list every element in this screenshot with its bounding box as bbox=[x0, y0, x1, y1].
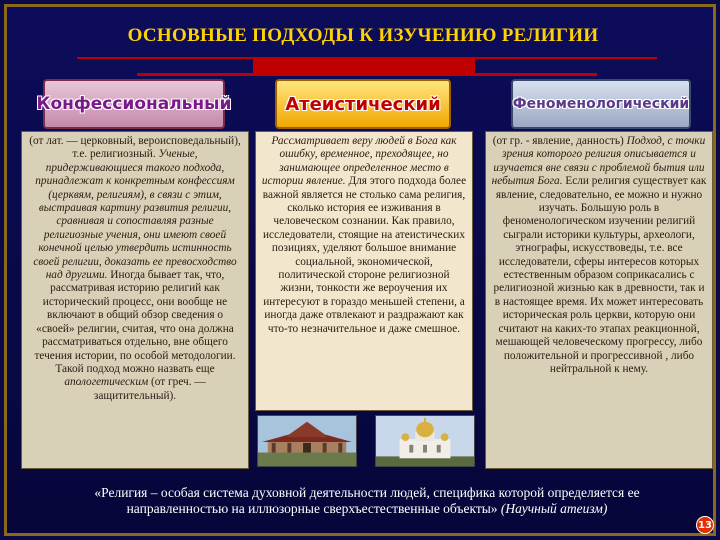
quote-source: (Научный атеизм) bbox=[500, 500, 608, 516]
page-number-badge: 13 bbox=[696, 516, 714, 534]
connector-line bbox=[137, 73, 597, 76]
column-confessional bbox=[21, 131, 249, 469]
col1-italic2: апологетическим bbox=[64, 376, 149, 389]
col1-plain: (от лат. — церковный, вероисповедальный), т.е. религиозный. bbox=[29, 135, 241, 161]
header-confessional bbox=[36, 79, 232, 129]
slide-frame bbox=[4, 4, 716, 536]
header-atheistic bbox=[275, 79, 451, 129]
col2-italic: Рассматривает веру людей в Бога как ошибку, временное, преходящее, но занимающее определенное место в истории явление. bbox=[261, 135, 457, 188]
col3-plain2: Если религия существует как явление, следовательно, ее можно и нужно изучать. Большую роль в феноменологическом изучении религий сыграли историки культуры, археологи, этнографы, искусствоведы, т.е. все исследователи, сферы интересов которых естественным образом соприкасались с религиозной жизнью как в древности, так и в настоящее время. Их может интересовать историческая роль церкви, которую они считают на каких-то этапах реакционной, мешающей человеческому прогрессу, либо положительной и прогрессивной , либо нейтральной к нему. bbox=[493, 175, 707, 375]
header-atheistic-label: Атеистический bbox=[285, 93, 441, 115]
connector-block bbox=[253, 57, 475, 73]
header-phenomenological bbox=[511, 79, 691, 129]
col1-plain2: Иногда бывает так, что, рассматривая историю религий как исторический процесс, они вообще не включают в общий обзор сведения о «своей» религии, считая, что она должна рассматриваться отдельно, вне общего течения истории, по особой методологии. Такой подход можно назвать еще bbox=[34, 269, 236, 375]
col3-plain: (от гр. - явление, данность) bbox=[492, 135, 624, 147]
quote-text: «Религия – особая система духовной деятельности людей, специфика которой определяется ее направленностью на иллюзорные сверхъестественные объекты» bbox=[94, 485, 640, 516]
header-confessional-label: Конфессиональный bbox=[36, 94, 232, 114]
col1-italic: Ученые, придерживающиеся такого подхода, принадлежат к конкретным конфессиям (церквям, религиям), в связи с этим, выстраивая картину развития религии, сравнивая и сопоставляя разные религиозные учения, они имеют своей конечной целью утвердить истинность своей религии, доказать ее превосходство над другими. bbox=[33, 148, 237, 282]
column-phenomenological bbox=[485, 131, 713, 469]
col1-plain3: (от греч. — защитительный). bbox=[93, 376, 206, 402]
temple-photo bbox=[257, 415, 357, 467]
quote-block bbox=[47, 485, 687, 516]
col3-italic: Подход, с точки зрения которого религия описывается и изучается вне связи с проблемой бытия или небытия Бога. bbox=[491, 135, 706, 188]
col2-plain: Для этого подхода более важной является не столько сама религия, сколько история ее изживания в человеческом сознании. Как правило, исследователи, стоящие на атеистических позициях, уделяют большое внимание социальной, экономической, политической стороне религиозной жизни, тонкости же вероучения их интересуют в гораздо меньшей степени, а иногда даже отвлекают и раздражают как что-то незначительное и даже смешное. bbox=[262, 175, 467, 335]
column-atheistic bbox=[255, 131, 473, 411]
cathedral-photo bbox=[375, 415, 475, 467]
header-phenomenological-label: Феноменологический bbox=[512, 96, 690, 112]
slide-title: ОСНОВНЫЕ ПОДХОДЫ К ИЗУЧЕНИЮ РЕЛИГИИ bbox=[127, 25, 599, 46]
